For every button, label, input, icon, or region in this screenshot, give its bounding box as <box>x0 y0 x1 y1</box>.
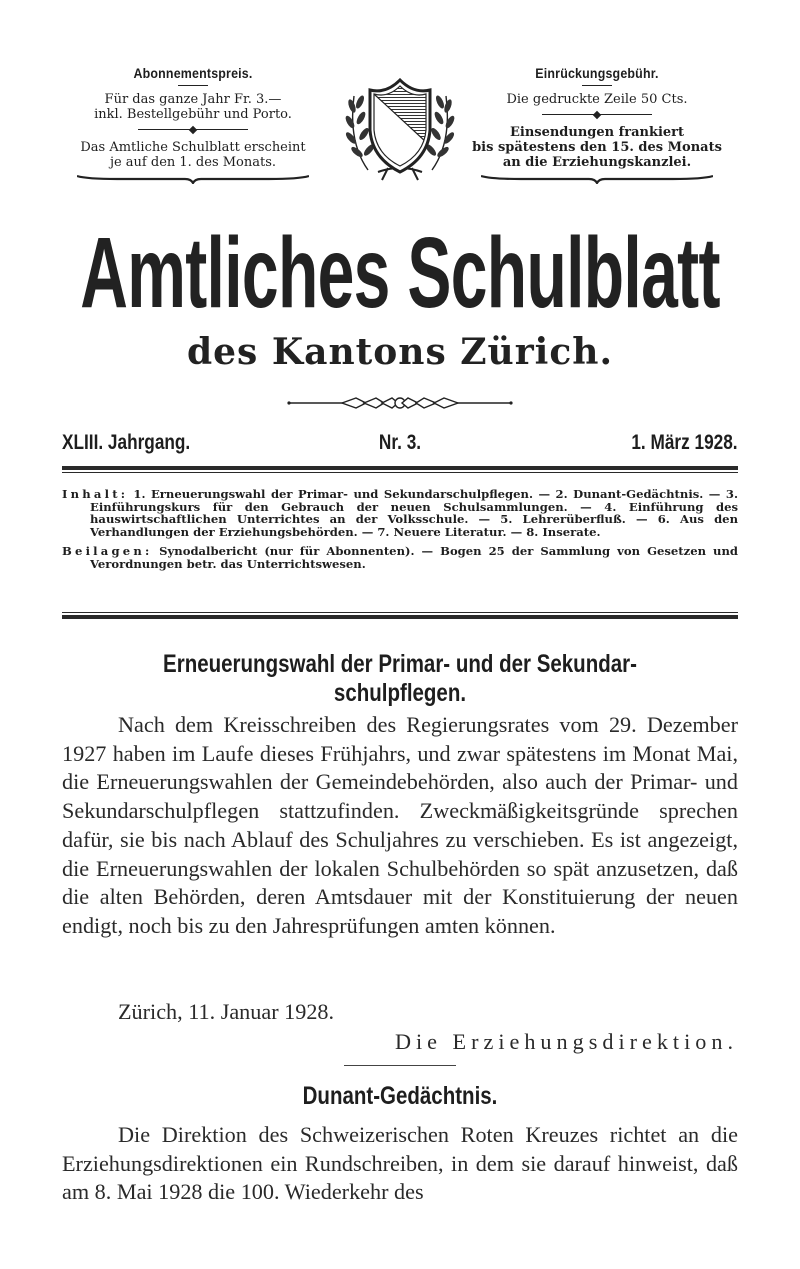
section-separator <box>344 1065 456 1066</box>
price-line: inkl. Bestellgebühr und Porto. <box>94 107 292 123</box>
double-rule <box>62 612 738 619</box>
article-body <box>62 1121 738 1207</box>
beilagen-label: Beilagen: <box>62 544 153 559</box>
article-paragraph: Nach dem Kreisschreiben des Regierungsrates vom 29. Dezember 1927 haben im Laufe dieses Frühjahrs, und zwar spätestens im Monat Mai, die Erneuerungswahlen der Gemeindebehörden, also auch der Primar- und Sekundarschulpflegen stattzufinden. Zweckmäßigkeitsgründe sprechen dafür, sie bis nach Ablauf des Schuljahres zu verschieben. Es ist angezeigt, die Erneuerungswahlen der lokalen Schulbehörden so spät anzusetzen, daß die alten Behörden, deren Amtsdauer mit der Konstituierung der neuen endigt, noch bis zu den Jahresprüfungen amten können. <box>62 712 738 938</box>
submission-note: bis spätestens den 15. des Monats <box>472 140 722 156</box>
submission-note: an die Erziehungskanzlei. <box>502 155 692 171</box>
price-line: Die gedruckte Zeile 50 Cts. <box>506 92 688 108</box>
short-rule <box>178 85 208 86</box>
ornamental-divider-icon <box>286 396 514 410</box>
double-rule <box>62 466 738 473</box>
issue-info-line <box>62 428 738 458</box>
thick-rule <box>62 466 738 470</box>
article-body <box>62 711 738 941</box>
article-paragraph: Die Direktion des Schweizerischen Roten Kreuzes richtet an die Erziehungsdirektionen ein Rundschreiben, in dem sie darauf hinweist, daß am 8. Mai 1928 die 100. Wiederkehr des <box>62 1122 738 1205</box>
subscription-heading: Abonnementspreis. <box>133 66 253 81</box>
contents-beilagen <box>62 545 738 570</box>
issue-date: 1. März 1928. <box>631 431 738 454</box>
article-heading <box>123 650 677 708</box>
price-line: Für das ganze Jahr Fr. 3.— <box>104 92 282 108</box>
masthead-title: Amtliches Schulblatt <box>80 217 720 329</box>
masthead-subtitle: des Kantons Zürich. <box>186 331 613 373</box>
article-heading-line: Erneuerungswahl der Primar- und der Sekundar- <box>163 650 637 678</box>
article-heading <box>123 1082 677 1111</box>
thick-rule <box>62 615 738 619</box>
article-dateline: Zürich, 11. Januar 1928. <box>118 999 335 1024</box>
zurich-crest-icon <box>338 72 462 184</box>
inhalt-text: 1. Erneuerungswahl der Primar- und Sekundarschulpflegen. — 2. Dunant-Gedächtnis. — 3. Einführungskurs für den Gebrauch der neuen Schulsammlungen. — 4. Einführung des hauswirtschaftlichen Unterrichtes an der Volksschule. — 5. Lehrerüberfluß. — 6. Aus den Verhandlungen der Erziehungsbehörden. — 7. Neuere Literatur. — 8. Inserate. <box>90 487 738 539</box>
table-of-contents <box>62 488 738 571</box>
volume-label: XLIII. Jahrgang. <box>62 431 191 454</box>
inhalt-label: Inhalt: <box>62 487 129 501</box>
short-rule <box>582 85 612 86</box>
diamond-rule-icon <box>542 110 652 120</box>
article-heading-line: schulpflegen. <box>333 679 467 707</box>
thin-rule <box>62 612 738 613</box>
brace-rule-icon <box>481 174 713 184</box>
article-heading-line: Dunant-Gedächtnis. <box>302 1082 498 1110</box>
contents-inhalt <box>62 488 738 538</box>
submission-note: Einsendungen frankiert <box>509 125 685 141</box>
beilagen-text: Synodalbericht (nur für Abonnenten). — Bogen 25 der Sammlung von Gesetzen und Verordnungen betr. das Unterrichtswesen. <box>90 544 738 571</box>
subscription-price-box <box>58 66 328 184</box>
diamond-rule-icon <box>138 125 248 135</box>
publication-note: Das Amtliche Schulblatt erscheint <box>80 140 306 156</box>
article-signature: Die Erziehungsdirektion. <box>394 1029 738 1054</box>
masthead-title-container <box>62 218 738 328</box>
insertion-fee-box <box>462 66 732 184</box>
insertion-fee-heading: Einrückungsgebühr. <box>535 66 659 81</box>
brace-rule-icon <box>77 174 309 184</box>
publication-note: je auf den 1. des Monats. <box>109 155 277 171</box>
thin-rule <box>62 472 738 473</box>
issue-number: Nr. 3. <box>378 431 422 454</box>
